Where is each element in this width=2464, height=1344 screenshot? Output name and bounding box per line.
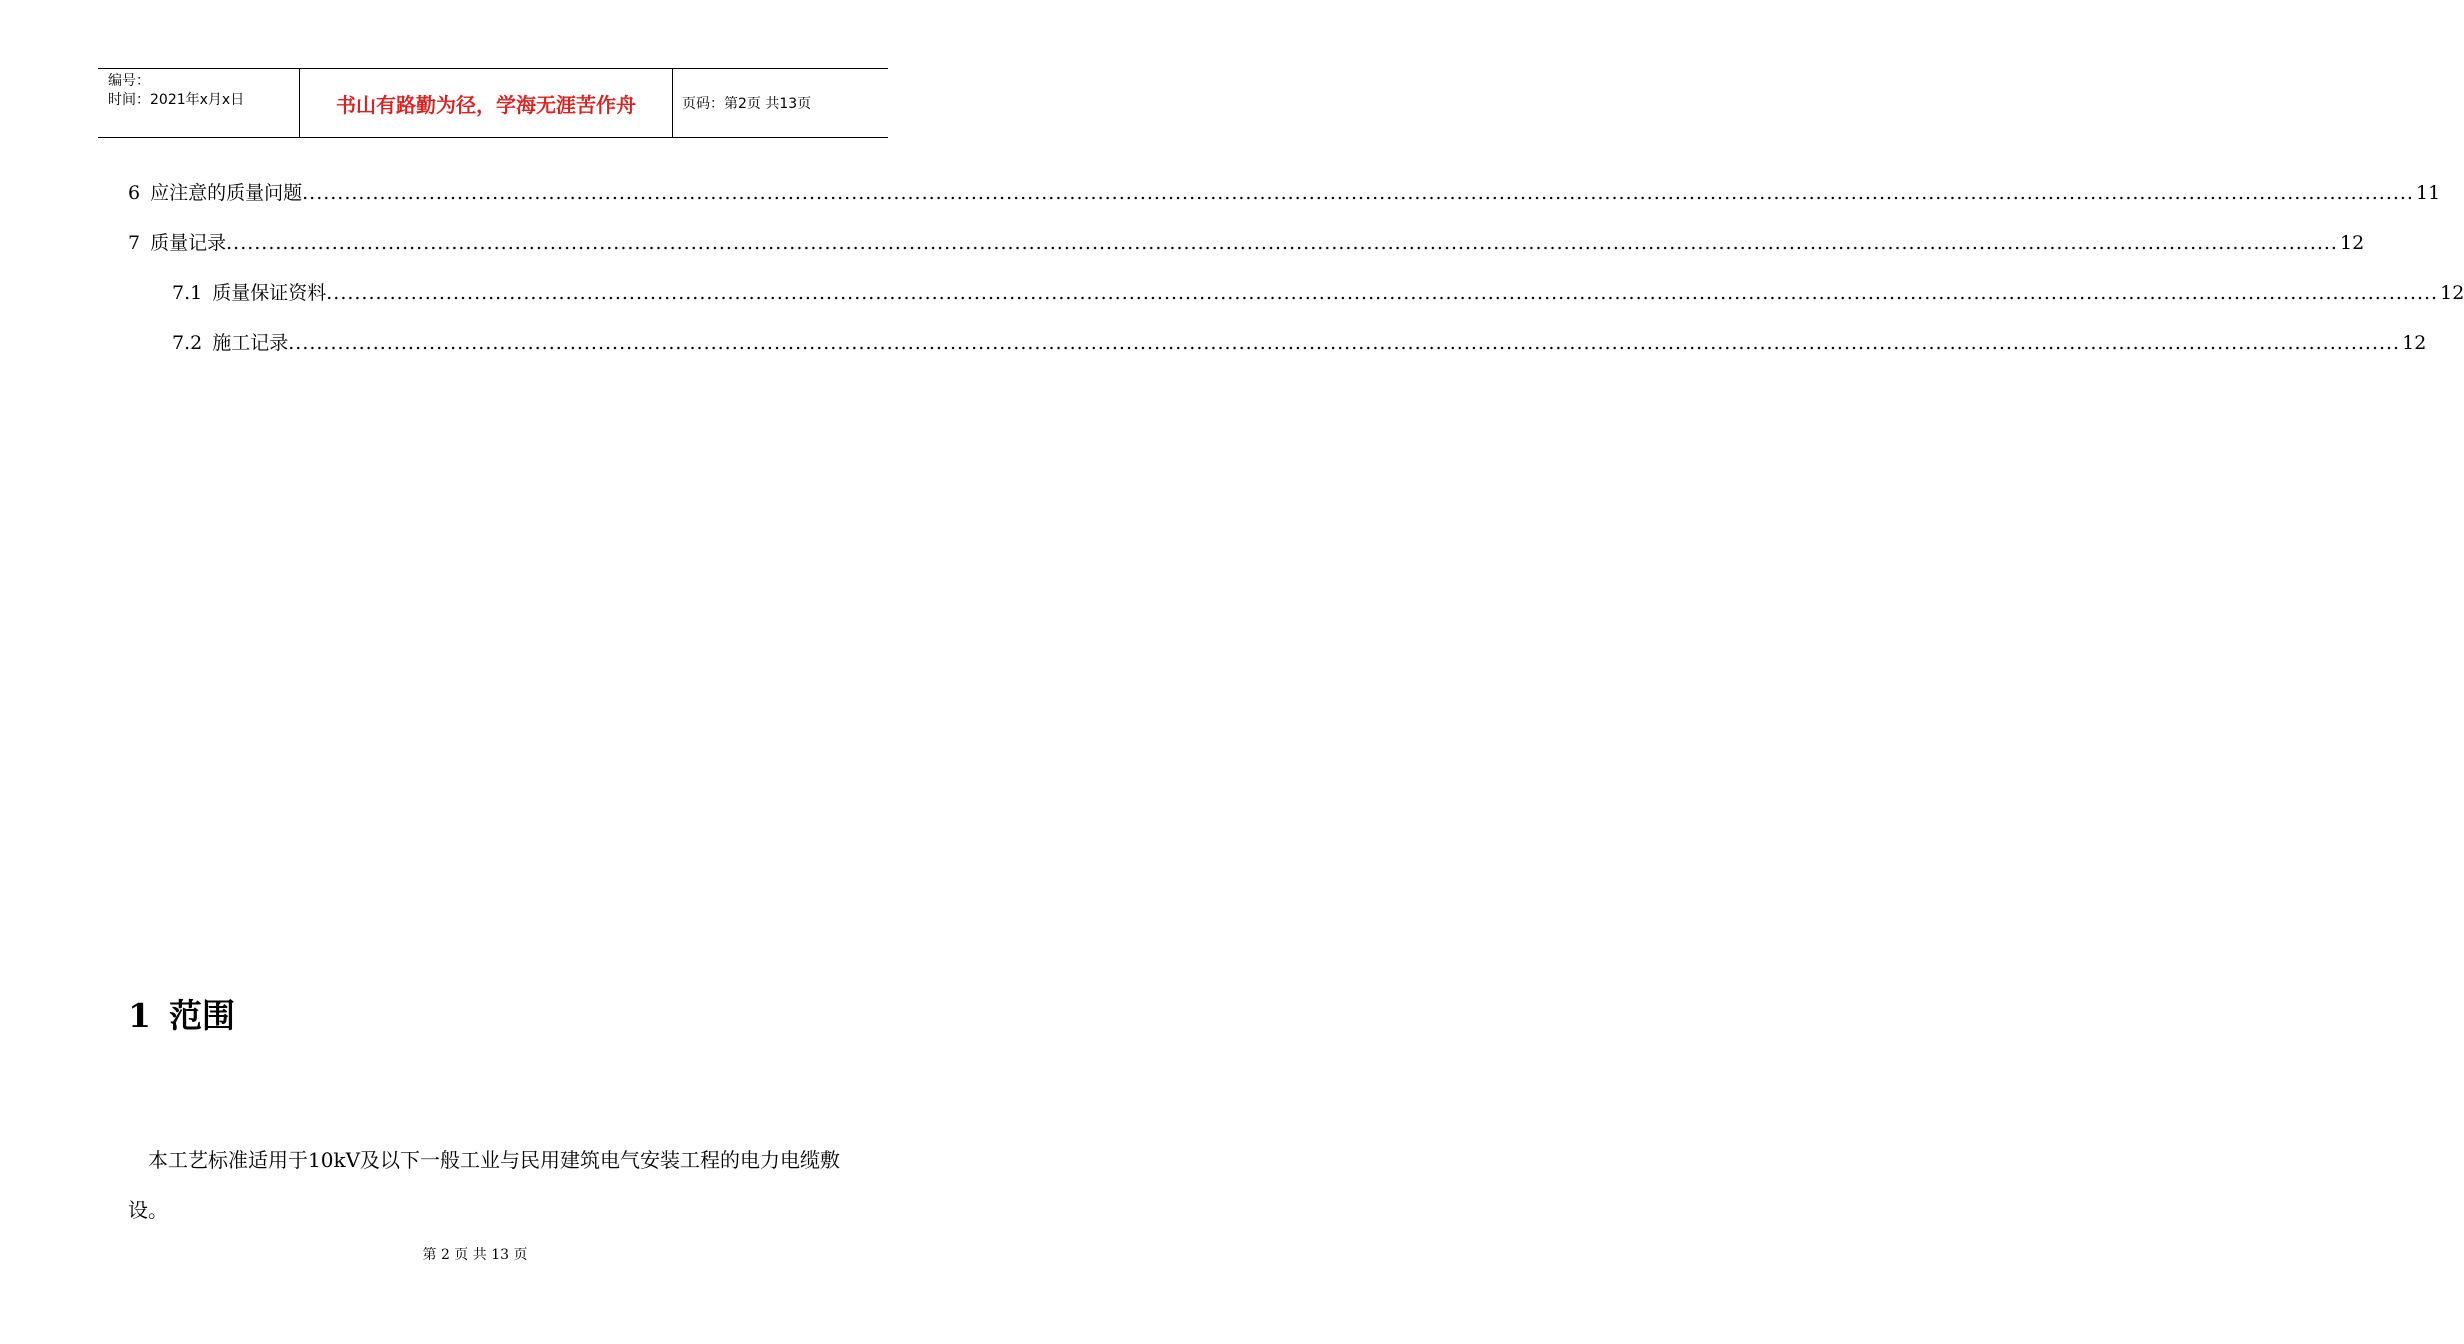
toc-entry-title: 质量记录 [150,232,227,254]
header-page-info [673,69,888,137]
toc-entry-number: 7.2 [172,332,203,354]
toc-entry-number: 6 [128,182,141,204]
page-info-text: 页码：第2页 共13页 [682,96,812,112]
header-meta [98,69,299,137]
toc-leader-dots: ............................................................................................................................................................................................................................................................................................................ [226,232,2338,254]
section-heading [128,995,235,1037]
section-title: 范围 [168,996,235,1035]
toc-entry-title: 应注意的质量问题 [150,182,303,204]
toc-entry-title: 施工记录 [212,332,289,354]
serial-label: 编号： [108,73,150,89]
toc-entry[interactable] [128,230,2365,256]
page-header [98,68,888,138]
toc-entry[interactable] [128,180,2441,206]
toc-entry-page: 12 [2339,232,2365,254]
section-number: 1 [128,996,151,1035]
toc-entry[interactable] [172,280,2464,306]
toc-leader-dots: ............................................................................................................................................................................................................................................................................................................ [302,182,2414,204]
toc-leader-dots: ............................................................................................................................................................................................................................................................................................................ [326,282,2439,304]
page-footer: 第 2 页 共 13 页 [422,1247,528,1263]
toc-entry-number: 7 [128,232,141,254]
toc-entry[interactable] [172,330,2427,356]
toc-entry-page: 12 [2402,332,2427,354]
toc-leader-dots: ............................................................................................................................................................................................................................................................................................................ [288,332,2401,354]
section-body: 本工艺标准适用于10kV及以下一般工业与民用建筑电气安装工程的电力电缆敷设。 [128,1148,841,1222]
toc-entry-title: 质量保证资料 [212,282,327,304]
header-motto: 书山有路勤为径，学海无涯苦作舟 [336,92,636,117]
toc-entry-page: 11 [2415,182,2441,204]
toc-entry-number: 7.1 [172,282,203,304]
time-label: 时间：2021年x月x日 [108,92,245,108]
toc-entry-page: 12 [2440,282,2464,304]
